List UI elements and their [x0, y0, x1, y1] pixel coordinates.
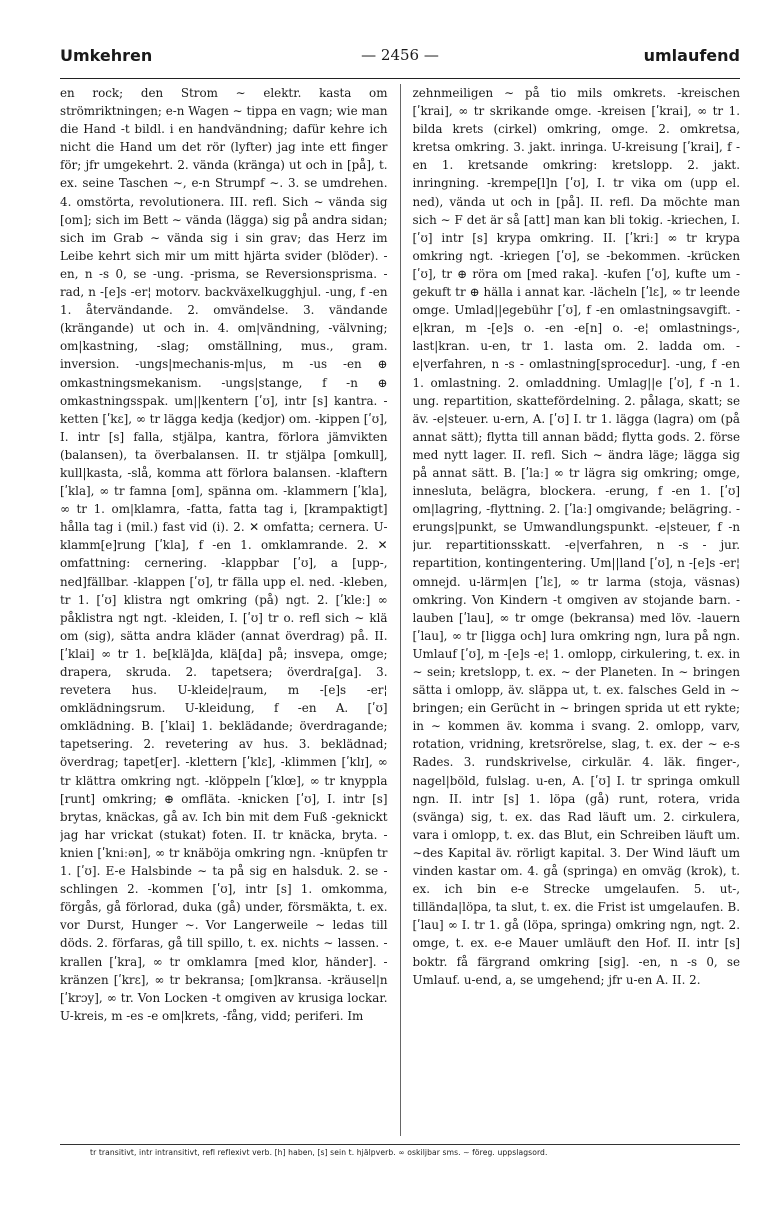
page-number: — 2456 —: [361, 46, 439, 64]
column-divider: [400, 84, 401, 1136]
footer-rule: [60, 1144, 740, 1145]
header-right-guideword: umlaufend: [643, 46, 740, 65]
dictionary-columns: [60, 84, 740, 1136]
page-header: [60, 46, 740, 74]
abbreviation-legend: tr transitivt, intr intransitivt, refl reflexivt verb. [h] haben, [s] sein t. hjälpverb. ∞ oskiljbar sms. ∼ föreg. uppslagsord.: [90, 1148, 548, 1157]
header-rule: [60, 78, 740, 79]
right-column: [413, 84, 741, 1136]
right-column-text: zehnmeiligen ∼ på tio mils omkrets. -kreischen [ʹkrai], ∞ tr skrikande omge. -kreisen [ʹkrai], ∞ tr 1. bilda krets (cirkel) omkring, omge. 2. omkretsa, kretsa omkring. 3. jakt. inringa. U-kreisung [ʹkrai], f -en 1. kretsande omkring: kretslopp. 2. jakt. inringning. -krempe[l]n [ʹʊ], I. tr vika om (upp el. ned), vända ut och in [på]. II. refl. Da möchte man sich ∼ F det är så [att] man kan bli tokig. -kriechen, I. [ʹʊ] intr [s] krypa omkring. II. [ʹkriː] ∞ tr krypa omkring ngt. -kriegen [ʹʊ], se -bekommen. -krücken [ʹʊ], tr ⊕ röra om [med raka]. -kufen [ʹʊ], kufte um -gekuft tr ⊕ hälla i annat kar. -lächeln [ʹlɛ], ∞ tr leende omge. Umlad||egebühr [ʹʊ], f -en omlastningsavgift. -e|kran, m -[e]s o. -en -e[n] o. -e¦ omlastnings-, last|kran. u-en, tr 1. lasta om. 2. ladda om. -e|verfahren, n -s - omlastning[sprocedur]. -ung, f -en 1. omlastning. 2. omladdning. Umlag||e [ʹʊ], f -n 1. ung. repartition, skattefördelning. 2. pålaga, skatt; se äv. -e|steuer. u-ern, A. [ʹʊ] I. tr 1. lägga (lagra) om (på annat sätt); flytta till annan bädd; flytta gods. 2. förse med nytt lager. II. refl. Sich ∼ ändra läge; lägga sig på annat sätt. B. [ʹlaː] ∞ tr lägra sig omkring; omge, inneslutа, belägra, blockera. -erung, f -en 1. [ʹʊ] om|lagring, -flyttning. 2. [ʹlaː] omgivande; belägring. -erungs|punkt, se Umwandlungspunkt. -e|steuer, f -n jur. repartitionsskatt. -e|verfahren, n -s - jur. repartition, kontingentering. Um||land [ʹʊ], n -[e]s -er¦ omnejd. u-lärm|en [ʹlɛ], ∞ tr larma (stoja, väsnas) omkring. Von Kindern -t omgiven av stojande barn. -lauben [ʹlau], ∞ tr omge (bekransa) med löv. -lauern [ʹlau], ∞ tr [ligga och] lura omkring ngn, lura på ngn. Umlauf [ʹʊ], m -[e]s -e¦ 1. omlopp, cirkulering, t. ex. in ∼ sein; kretslopp, t. ex. ∼ der Planeten. In ∼ bringen sätta i omlopp, äv. släppa ut, t. ex. falsches Geld in ∼ bringen; ein Gerücht in ∼ bringen sprida ut ett rykte; in ∼ kommen äv. komma i svang. 2. omlopp, varv, rotation, vridning, kretsrörelse, slag, t. ex. der ∼ e-s Rades. 3. rundskrivelse, cirkulär. 4. läk. finger-, nagel|böld, fulslag. u-en, A. [ʹʊ] I. tr springa omkull ngn. II. intr [s] 1. löpa (gå) runt, rotera, vrida (svänga) sig, t. ex. das Rad läuft um. 2. cirkulera, vara i omlopp, t. ex. das Blut, ein Schreiben läuft um. ∼des Kapital äv. rörligt kapital. 3. Der Wind läuft um vinden kastar om. 4. gå (springa) en omväg (krok), t. ex. ich bin e-e Strecke umgelaufen. 5. ut-, tillända|löpa, ta slut, t. ex. die Frist ist umgelaufen. B. [ʹlau] ∞ I. tr 1. gå (löpa, springa) omkring ngn, ngt. 2. omge, t. ex. e-e Mauer umläuft den Hof. II. intr [s] boktr. få färgrand omkring [sig]. -en, n -s 0, se Umlauf. u-end, a, se umgehend; jfr u-en A. II. 2.: [412, 86, 740, 987]
left-column: [60, 84, 388, 1136]
left-column-text: en rock; den Strom ∼ elektr. kasta om strömriktningen; e-n Wagen ∼ tippa en vagn; wie man die Hand -t bildl. i en handvändning; dafür kehre ich nicht die Hand um det rör (lyfter) jag inte ett finger för; jfr umgekehrt. 2. vända (kränga) ut och in [på], t. ex. seine Taschen ∼, e-n Strumpf ∼. 3. se umdrehen. 4. omstörta, revolutionera. III. refl. Sich ∼ vända sig [om]; sich im Bett ∼ vända (lägga) sig på andra sidan; sich im Grab ∼ vända sig i sin grav; das Herz im Leibe kehrt sich mir um mitt hjärta svider (blöder). -en, n -s 0, se -ung. -prisma, se Reversionsprisma. -rad, n -[e]s -er¦ motorv. backväxelkugghjul. -ung, f -en 1. återvändande. 2. omvändelse. 3. vändande (krängande) ut och in. 4. om|vändning, -välvning; om|kastning, -slag; omställning, mus., gram. inversion. -ungs|mechanis-m|us, m -us -en ⊕ omkastningsmekanism. -ungs|stange, f -n ⊕ omkastningsspak. um||kentern [ʹʊ], intr [s] kantra. -ketten [ʹkɛ], ∞ tr lägga kedja (kedjor) om. -kippen [ʹʊ], I. intr [s] falla, stjälpa, kantra, förlora jämvikten (balansen), ta överbalansen. II. tr stjälpa [omkull], kull|kasta, -slå, komma att förlora balansen. -klaftern [ʹkla], ∞ tr famna [om], spänna om. -klammern [ʹkla], ∞ tr 1. om|klamra, -fatta, fatta tag i, [krampaktigt] hålla tag i (mil.) fast vid (i). 2. ✕ omfatta; cernera. U-klamm[e]rung [ʹkla], f -en 1. omklamrande. 2. ✕ omfattning: cernering. -klappbar [ʹʊ], a [upp-, ned]fällbar. -klappen [ʹʊ], tr fälla upp el. ned. -kleben, tr 1. [ʹʊ] klistra ngt omkring (på) ngt. 2. [ʹkleː] ∞ påklistra ngt ngt. -kleiden, I. [ʹʊ] tr o. refl sich ∼ klä om (sig), sätta andra kläder (annat överdrag) på. II. [ʹklai] ∞ tr 1. be[klä]da, klä[da] på; insvepa, omge; drapera, skruda. 2. tapetsera; överdra[ga]. 3. revetera hus. U-kleide|raum, m -[e]s -er¦ omklädningsrum. U-kleidung, f -en A. [ʹʊ] omklädning. B. [ʹklai] 1. beklädande; överdragande; tapetsering. 2. revetering av hus. 3. beklädnad; överdrag; tapet[er]. -klettern [ʹklɛ], -klimmen [ʹklɪ], ∞ tr klättra omkring ngt. -klöppeln [ʹklœ], ∞ tr knyppla [runt] omkring; ⊕ omfläta. -knicken [ʹʊ], I. intr [s] brytas, knäckas, gå av. Ich bin mit dem Fuß -geknickt jag har vrickat (stukat) foten. II. tr knäcka, bryta. -knien [ʹkniːən], ∞ tr knäböja omkring ngn. -knüpfen tr 1. [ʹʊ]. E-e Halsbinde ∼ ta på sig en halsduk. 2. se -schlingen 2. -kommen [ʹʊ], intr [s] 1. omkomma, förgås, gå förlorad, duka (gå) under, försmäkta, t. ex. vor Durst, Hunger ∼. Vor Langerweile ∼ ledas till döds. 2. förfaras, gå till spillo, t. ex. nichts ∼ lassen. -krallen [ʹkra], ∞ tr omklamra [med klor, händer]. -kränzen [ʹkrɛ], ∞ tr bekransa; [om]kransa. -kräusel|n [ʹkrɔy], ∞ tr. Von Locken -t omgiven av krusiga lockar. U-kreis, m -es -e om|krets, -fång, vidd; periferi. Im: [60, 86, 388, 1023]
header-left-guideword: Umkehren: [60, 46, 153, 65]
